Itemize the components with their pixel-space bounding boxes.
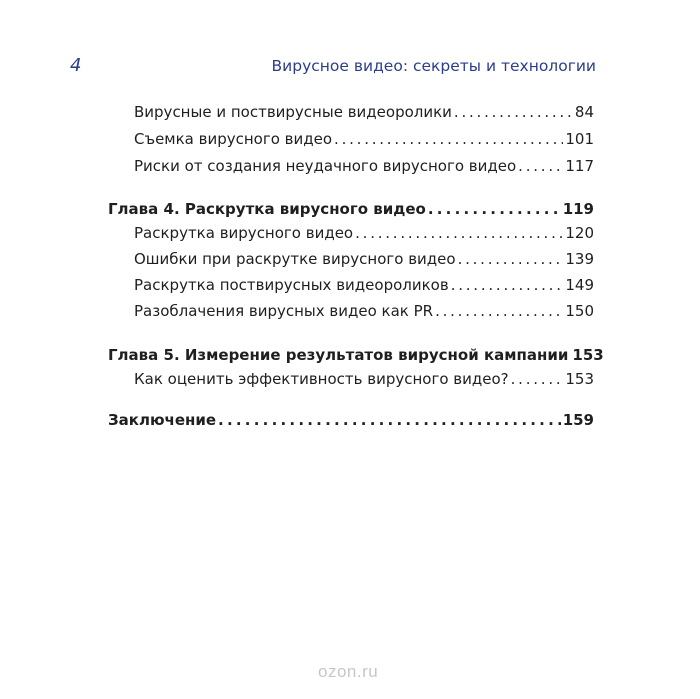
toc-leader-dots <box>451 273 564 297</box>
toc-leader-dots <box>518 154 563 178</box>
toc-chapter-page: 159 <box>562 411 594 429</box>
toc-entry <box>134 273 594 297</box>
running-title: Вирусное видео: секреты и технологии <box>271 57 596 75</box>
toc-chapter-page: 119 <box>562 200 594 218</box>
toc-entry-title: Раскрутка вирусного видео <box>134 224 354 242</box>
toc-entry <box>134 100 594 124</box>
toc-leader-dots <box>435 299 563 323</box>
toc-entry-page: 149 <box>565 276 594 294</box>
toc-chapter <box>108 343 604 367</box>
toc-leader-dots <box>458 247 564 271</box>
toc-leader-dots <box>334 127 563 151</box>
toc-entry <box>134 247 594 271</box>
toc-entry-page: 101 <box>565 130 594 148</box>
toc-leader-dots <box>454 100 573 124</box>
page-number: 4 <box>70 55 82 76</box>
toc-entry-title: Раскрутка поствирусных видеороликов <box>134 276 449 294</box>
toc-entry-title: Ошибки при раскрутке вирусного видео <box>134 250 456 268</box>
watermark: ozon.ru <box>318 662 379 681</box>
toc-entry-title: Как оценить эффективность вирусного видео? <box>134 370 509 388</box>
toc-entry-title: Разоблачения вирусных видео как PR <box>134 302 434 320</box>
toc-chapter-title: Глава 4. Раскрутка вирусного видео <box>108 200 426 218</box>
toc-leader-dots <box>355 221 563 245</box>
toc-entry <box>134 299 594 323</box>
page-header <box>0 54 700 78</box>
toc-entry-page: 84 <box>574 103 594 121</box>
toc-entry <box>134 127 594 151</box>
toc-chapter-title: Заключение <box>108 411 217 429</box>
toc-entry-page: 153 <box>565 370 594 388</box>
toc-entry-page: 139 <box>565 250 594 268</box>
toc-entry <box>134 221 594 245</box>
toc-leader-dots <box>218 408 561 432</box>
toc-entry-page: 150 <box>565 302 594 320</box>
toc-entry-title: Риски от создания неудачного вирусного видео <box>134 157 517 175</box>
toc-entry <box>134 367 594 391</box>
toc-entry-title: Съемка вирусного видео <box>134 130 333 148</box>
toc-entry-page: 120 <box>565 224 594 242</box>
toc-entry-title: Вирусные и поствирусные видеоролики <box>134 103 452 121</box>
toc-chapter <box>108 197 594 221</box>
toc-chapter-title: Глава 5. Измерение результатов вирусной кампании <box>108 346 569 364</box>
toc-chapter-page: 153 <box>572 346 604 364</box>
toc-leader-dots <box>428 197 561 221</box>
toc-entry <box>134 154 594 178</box>
toc-leader-dots <box>511 367 564 391</box>
toc-entry-page: 117 <box>565 157 594 175</box>
toc-chapter <box>108 408 594 432</box>
